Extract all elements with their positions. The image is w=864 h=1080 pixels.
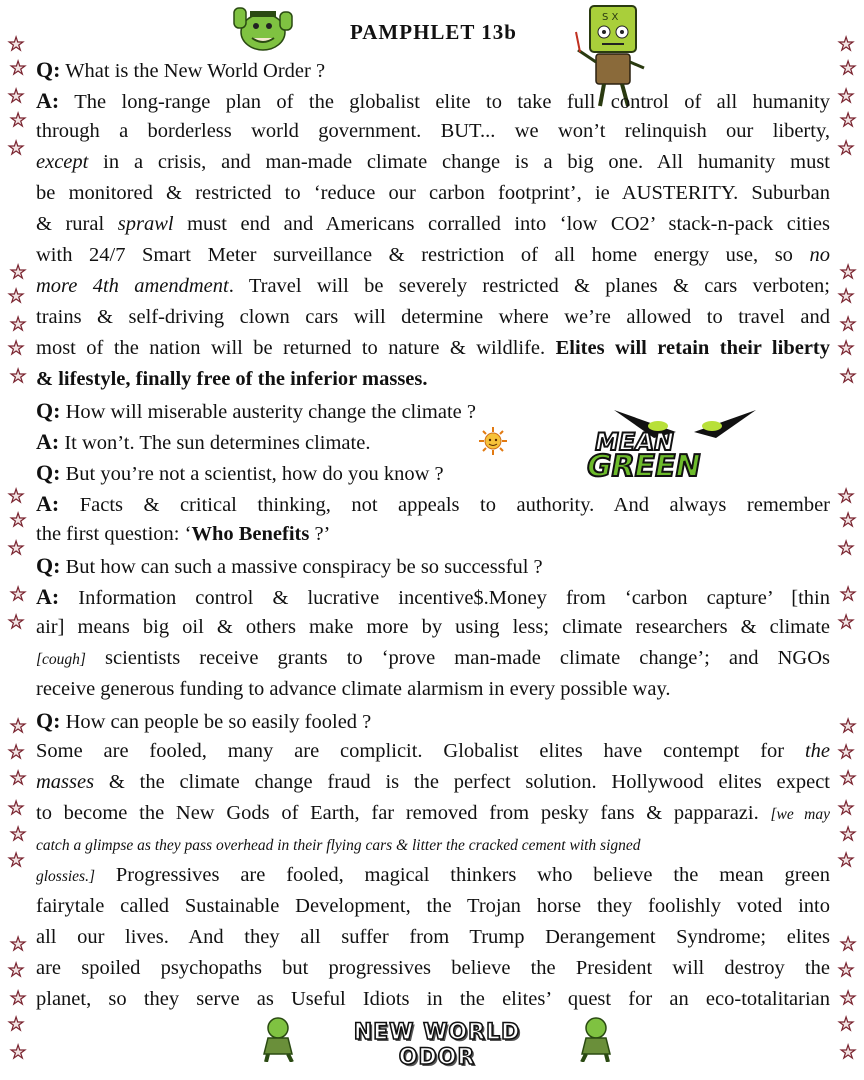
star-icon: ★: [10, 314, 27, 335]
body-text: [36, 54, 830, 1015]
star-icon: ★: [838, 486, 855, 507]
text-segment: must end and Americans corralled into ‘low CO2’ stack-n-pack cities: [173, 213, 830, 235]
star-icon: ★: [840, 988, 857, 1009]
star-icon: ★: [838, 850, 855, 871]
text-line: [36, 116, 830, 147]
text-segment: The long-range plan of the globalist elite to take full control of all humanity: [59, 91, 830, 113]
star-icon: ★: [838, 286, 855, 307]
text-segment: & rural: [36, 213, 118, 235]
text-line: [36, 457, 576, 488]
green-monster-icon: [232, 2, 294, 57]
text-segment: How will miserable austerity change the climate ?: [60, 401, 476, 423]
text-segment: no: [809, 244, 830, 266]
text-line: [36, 829, 830, 860]
star-icon: ★: [8, 486, 25, 507]
text-segment: through a borderless world government. BUT... we won’t relinquish our liberty,: [36, 120, 830, 142]
text-line: [36, 581, 830, 612]
text-line: [36, 953, 830, 984]
qa-marker: Q:: [36, 553, 61, 578]
text-segment: But how can such a massive conspiracy be so successful ?: [60, 556, 543, 578]
star-icon: ★: [8, 850, 25, 871]
text-line: [36, 891, 830, 922]
text-segment: [we may: [770, 806, 830, 823]
text-line: [36, 333, 830, 364]
star-icon: ★: [838, 742, 855, 763]
qa-marker: Q:: [36, 398, 61, 423]
star-icon: ★: [10, 366, 27, 387]
text-segment: all our lives. And they all suffer from Trump Derangement Syndrome; elites: [36, 926, 830, 948]
text-line: [36, 860, 830, 891]
text-segment: trains & self-driving clown cars will determine where we’re allowed to travel and: [36, 306, 830, 328]
star-icon: ★: [838, 538, 855, 559]
logo-word-green: GREEN: [584, 449, 704, 480]
mean-green-logo: [584, 402, 786, 480]
right-star-border: [836, 0, 860, 1080]
qa-marker: A:: [36, 429, 60, 454]
text-line: [36, 488, 830, 519]
text-line: [36, 550, 830, 581]
star-icon: ★: [840, 768, 857, 789]
footer-monster-icon: [256, 1016, 300, 1067]
text-segment: What is the New World Order ?: [60, 60, 326, 82]
qa-marker: Q:: [36, 460, 61, 485]
text-segment: Information control & lucrative incentive$.Money from ‘carbon capture’ [thin: [59, 587, 830, 609]
star-icon: ★: [10, 58, 27, 79]
star-icon: ★: [10, 510, 27, 531]
star-icon: ★: [840, 934, 857, 955]
star-icon: ★: [840, 584, 857, 605]
text-line: [36, 674, 830, 705]
text-segment: except: [36, 151, 89, 173]
text-segment: more 4th amendment: [36, 275, 229, 297]
text-segment: planet, so they serve as Useful Idiots in the elites’ quest for an eco-totalitarian: [36, 988, 830, 1010]
svg-text:S X: S X: [602, 12, 619, 23]
star-icon: ★: [838, 798, 855, 819]
star-icon: ★: [840, 366, 857, 387]
star-icon: ★: [838, 612, 855, 633]
star-icon: ★: [10, 584, 27, 605]
star-icon: ★: [840, 824, 857, 845]
star-icon: ★: [10, 988, 27, 1009]
text-line: [36, 984, 830, 1015]
star-icon: ★: [8, 960, 25, 981]
qa-marker: A:: [36, 584, 60, 609]
text-line: [36, 240, 830, 271]
star-icon: ★: [8, 86, 25, 107]
text-segment: How can people be so easily fooled ?: [60, 711, 372, 733]
star-icon: ★: [10, 934, 27, 955]
star-icon: ★: [10, 716, 27, 737]
text-segment: masses: [36, 771, 95, 793]
text-segment: the first question: ‘: [36, 523, 192, 545]
text-line: [36, 395, 576, 426]
text-line: [36, 643, 830, 674]
text-segment: & the climate change fraud is the perfect solution. Hollywood elites expect: [94, 771, 830, 793]
text-line: [36, 922, 830, 953]
text-line: [36, 798, 830, 829]
text-segment: fairytale called Sustainable Development, the Trojan horse they foolishly voted into: [36, 895, 830, 917]
text-segment: the: [804, 740, 830, 762]
text-segment: But you’re not a scientist, how do you know ?: [60, 463, 444, 485]
star-icon: ★: [8, 338, 25, 359]
star-icon: ★: [838, 960, 855, 981]
star-icon: ★: [8, 34, 25, 55]
text-segment: Progressives are fooled, magical thinkers who believe the mean green: [95, 864, 830, 886]
text-segment: Facts & critical thinking, not appeals to authority. And always remember: [59, 494, 830, 516]
text-line: [36, 271, 830, 302]
sun-icon: [478, 426, 508, 456]
text-segment: Who Benefits: [191, 523, 310, 545]
star-icon: ★: [838, 34, 855, 55]
qa-marker: Q:: [36, 57, 61, 82]
star-icon: ★: [838, 138, 855, 159]
text-segment: are spoiled psychopaths but progressives believe the President will destroy the: [36, 957, 830, 979]
star-icon: ★: [838, 86, 855, 107]
text-segment: with 24/7 Smart Meter surveillance & restriction of all home energy use, so: [36, 244, 810, 266]
text-segment: glossies.]: [36, 868, 95, 885]
text-segment: to become the New Gods of Earth, far removed from pesky fans & papparazi.: [36, 802, 771, 824]
star-icon: ★: [840, 1042, 857, 1063]
text-line: [36, 209, 830, 240]
star-icon: ★: [10, 1042, 27, 1063]
text-line: [36, 519, 830, 550]
star-icon: ★: [10, 824, 27, 845]
text-segment: scientists receive grants to ‘prove man-made climate change’; and NGOs: [85, 647, 830, 669]
text-line: [36, 736, 830, 767]
star-icon: ★: [10, 262, 27, 283]
star-icon: ★: [10, 768, 27, 789]
text-segment: in a crisis, and man-made climate change is a big one. All humanity must: [88, 151, 830, 173]
star-icon: ★: [8, 538, 25, 559]
text-line: [36, 147, 830, 178]
star-icon: ★: [838, 338, 855, 359]
text-segment: Some are fooled, many are complicit. Globalist elites have contempt for: [36, 740, 805, 762]
text-line: [36, 705, 830, 736]
star-icon: ★: [840, 314, 857, 335]
star-icon: ★: [840, 110, 857, 131]
text-line: [36, 767, 830, 798]
logo-word-mean: MEAN: [592, 428, 677, 456]
text-segment: sprawl: [117, 213, 174, 235]
text-segment: . Travel will be severely restricted & planes & cars verboten;: [228, 275, 830, 297]
star-icon: ★: [8, 742, 25, 763]
star-icon: ★: [8, 798, 25, 819]
star-icon: ★: [8, 138, 25, 159]
text-line: [36, 612, 830, 643]
text-segment: ?’: [309, 523, 331, 545]
text-line: [36, 85, 830, 116]
star-icon: ★: [8, 1014, 25, 1035]
qa-marker: A:: [36, 88, 60, 113]
star-icon: ★: [10, 110, 27, 131]
text-segment: & lifestyle, finally free of the inferior masses.: [36, 368, 428, 390]
text-segment: most of the nation will be returned to nature & wildlife.: [36, 337, 556, 359]
text-segment-bold: Elites will retain their liberty: [555, 337, 831, 359]
footer-title: NEW WORLD ODOR: [353, 1020, 521, 1070]
text-segment: air] means big oil & others make more by using less; climate researchers & climate: [36, 616, 830, 638]
qa-marker: A:: [36, 491, 60, 516]
qa-marker: Q:: [36, 708, 61, 733]
page-title: PAMPHLET 13b: [350, 20, 517, 44]
text-line: [36, 302, 830, 333]
star-icon: ★: [840, 58, 857, 79]
star-icon: ★: [840, 510, 857, 531]
text-segment: receive generous funding to advance climate alarmism in every possible way.: [36, 678, 671, 700]
text-segment: [cough]: [36, 651, 86, 668]
star-icon: ★: [8, 612, 25, 633]
text-line: [36, 178, 830, 209]
text-line: [36, 364, 830, 395]
star-icon: ★: [838, 1014, 855, 1035]
star-icon: ★: [840, 716, 857, 737]
text-segment: catch a glimpse as they pass overhead in their flying cars & litter the cracked cement with signed: [36, 837, 641, 854]
left-star-border: [6, 0, 30, 1080]
footer-monster-icon: [574, 1016, 618, 1067]
text-line: [36, 54, 830, 85]
star-icon: ★: [840, 262, 857, 283]
text-segment: be monitored & restricted to ‘reduce our carbon footprint’, ie AUSTERITY. Suburban: [36, 182, 830, 204]
star-icon: ★: [8, 286, 25, 307]
text-segment: It won’t. The sun determines climate.: [59, 432, 371, 454]
